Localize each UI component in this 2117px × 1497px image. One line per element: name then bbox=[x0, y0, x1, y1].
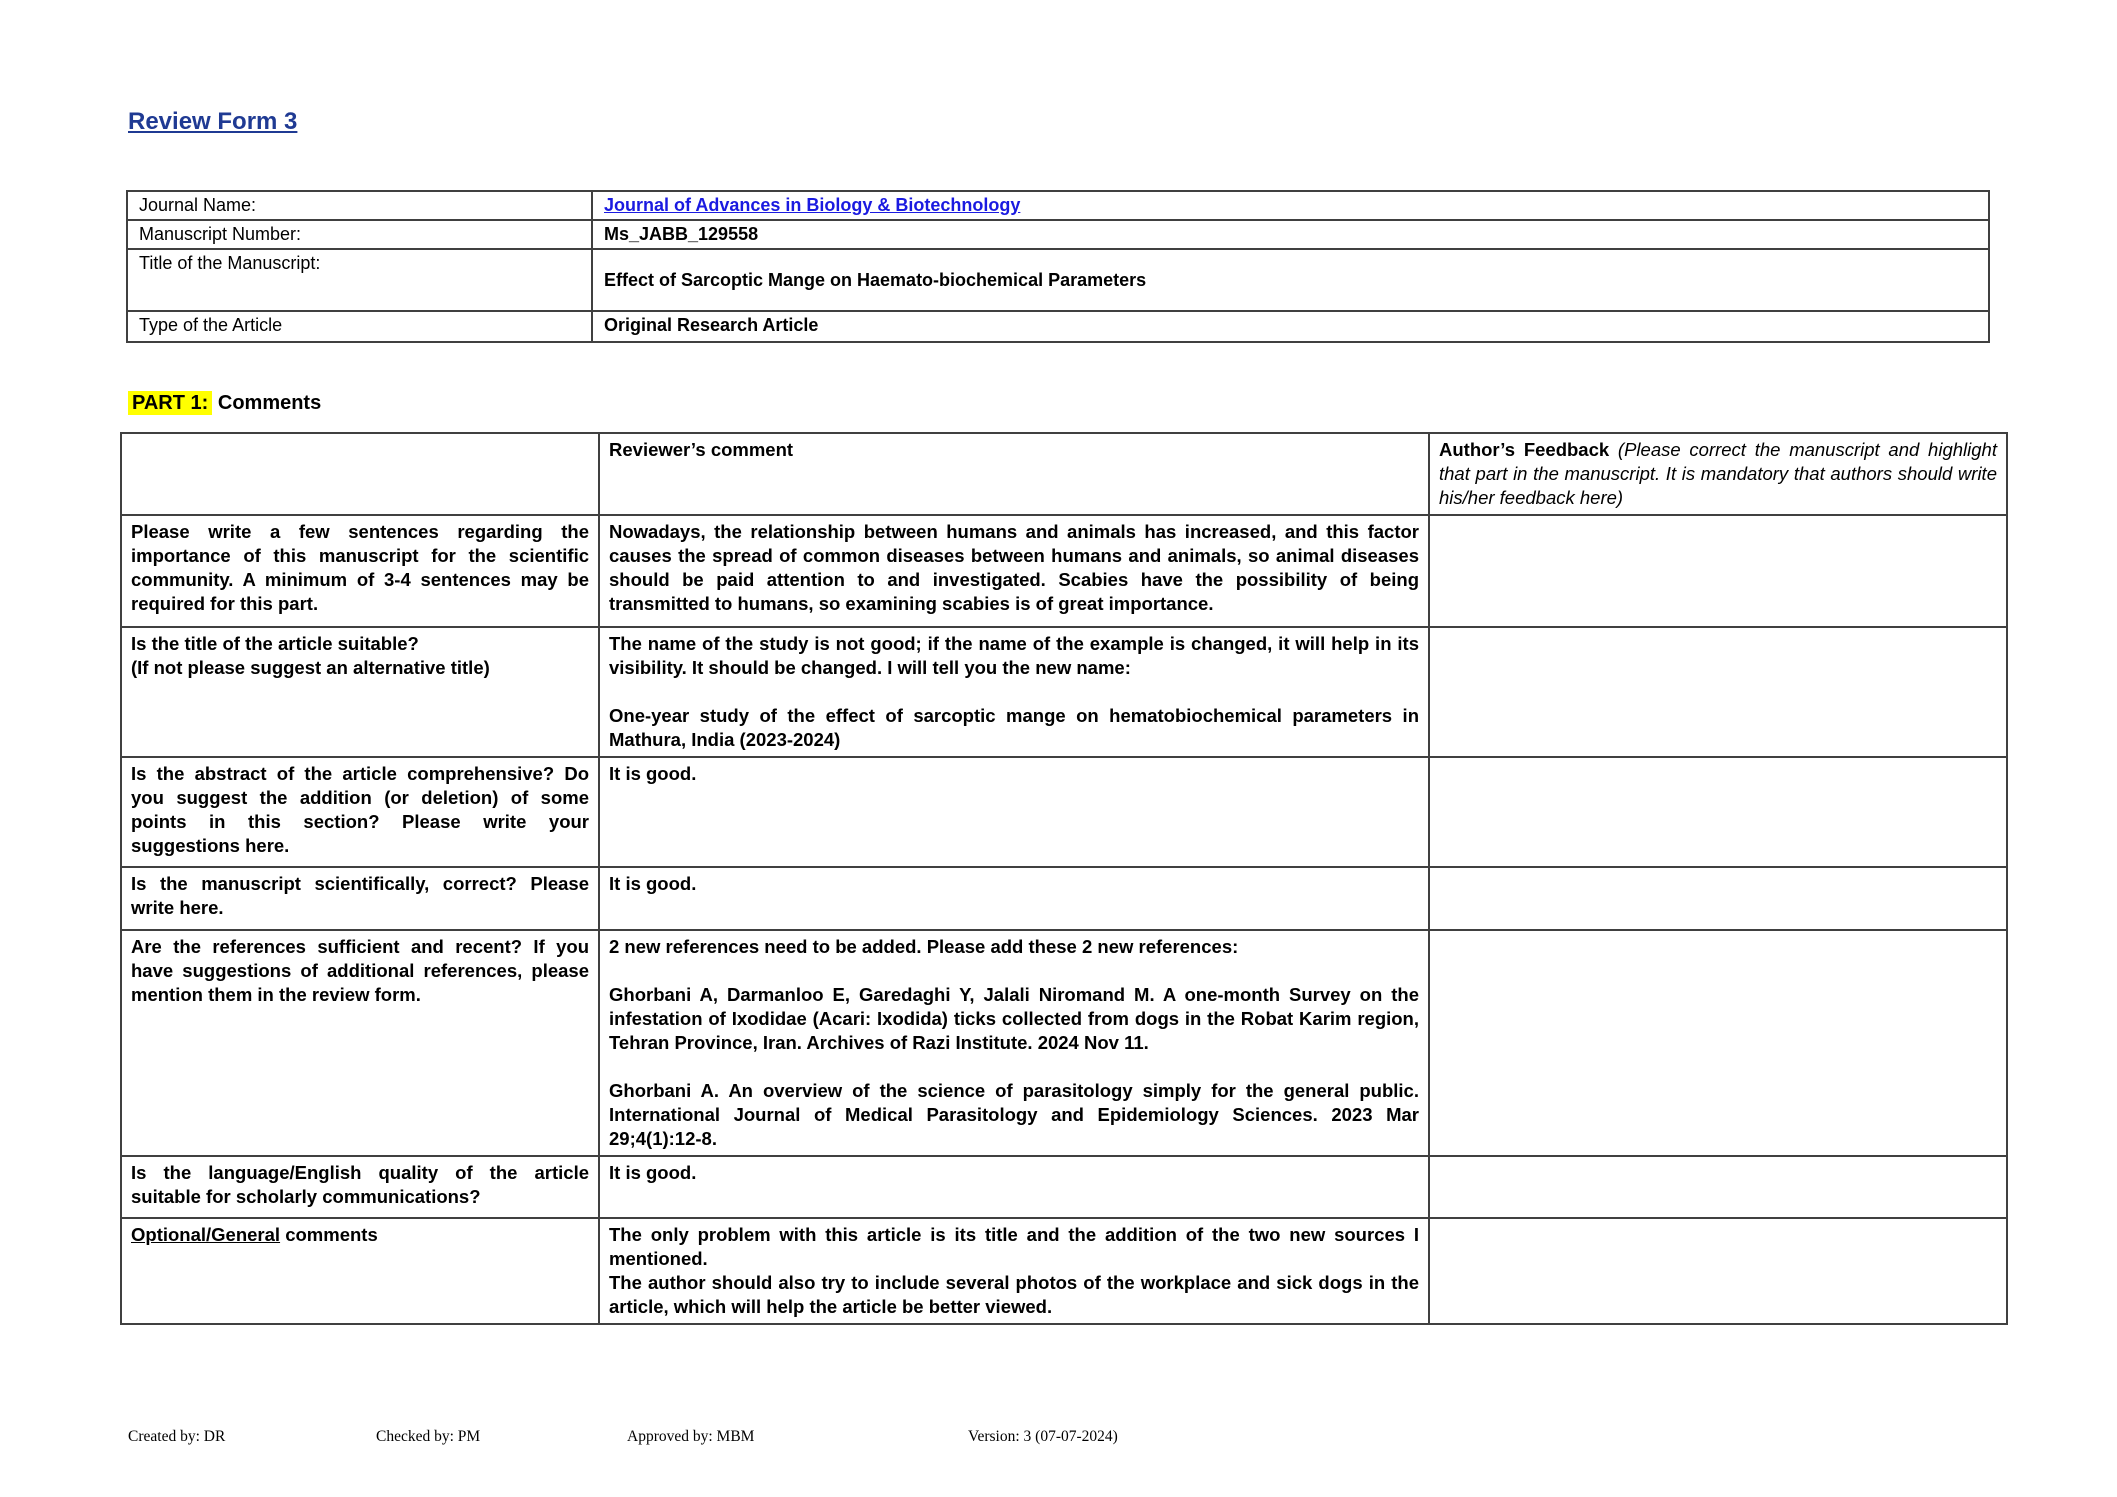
comment-importance bbox=[599, 515, 1429, 627]
article-type-value: Original Research Article bbox=[592, 311, 1989, 342]
author-feedback-header-note: (Please correct the manuscript and highlight that part in the manuscript. It is mandatory that authors should write his/her feedback here) bbox=[1439, 439, 1997, 508]
part1-badge: PART 1: bbox=[128, 391, 212, 415]
optional-label-underlined: Optional/General bbox=[131, 1224, 281, 1245]
question-language: Is the language/English quality of the article suitable for scholarly communications? bbox=[121, 1156, 599, 1218]
comment-paragraph: 2 new references need to be added. Please add these 2 new references: bbox=[609, 936, 1239, 957]
feedback-title-suitable bbox=[1429, 627, 2007, 757]
header-empty-cell bbox=[121, 433, 599, 515]
optional-label-rest: comments bbox=[280, 1224, 378, 1245]
comment-paragraph: It is good. bbox=[609, 763, 697, 784]
comment-paragraph: The author should also try to include several photos of the workplace and sick dogs in the article, which will help the article be better viewed. bbox=[609, 1272, 1419, 1317]
page-title: Review Form 3 bbox=[128, 108, 298, 135]
feedback-language bbox=[1429, 1156, 2007, 1218]
feedback-importance bbox=[1429, 515, 2007, 627]
manuscript-number-row bbox=[127, 220, 1989, 249]
row-scientific bbox=[121, 867, 2007, 930]
row-references bbox=[121, 930, 2007, 1156]
comment-abstract bbox=[599, 757, 1429, 867]
footer-created-by: Created by: DR bbox=[128, 1428, 226, 1445]
feedback-scientific bbox=[1429, 867, 2007, 930]
feedback-abstract bbox=[1429, 757, 2007, 867]
comment-paragraph: Ghorbani A. An overview of the science of parasitology simply for the general public. International Journal of Medical Parasitology and Epidemiology Sciences. 2023 Mar 29;4(1):12-8. bbox=[609, 1080, 1419, 1149]
manuscript-title-row bbox=[127, 249, 1989, 311]
comment-paragraph: One-year study of the effect of sarcoptic mange on hematobiochemical parameters in Mathura, India (2023-2024) bbox=[609, 705, 1419, 750]
row-optional bbox=[121, 1218, 2007, 1324]
feedback-optional bbox=[1429, 1218, 2007, 1324]
row-importance bbox=[121, 515, 2007, 627]
comment-paragraph: It is good. bbox=[609, 873, 697, 894]
question-line: (If not please suggest an alternative title) bbox=[131, 657, 490, 678]
feedback-references bbox=[1429, 930, 2007, 1156]
question-title-suitable bbox=[121, 627, 599, 757]
author-feedback-header-bold: Author’s Feedback bbox=[1439, 439, 1618, 460]
footer-version: Version: 3 (07-07-2024) bbox=[968, 1428, 1118, 1445]
row-language bbox=[121, 1156, 2007, 1218]
comment-paragraph: The name of the study is not good; if the name of the example is changed, it will help in its visibility. It should be changed. I will tell you the new name: bbox=[609, 633, 1419, 678]
comments-header-row bbox=[121, 433, 2007, 515]
comments-table bbox=[120, 432, 2008, 1325]
question-optional bbox=[121, 1218, 599, 1324]
reviewer-comment-header: Reviewer’s comment bbox=[599, 433, 1429, 515]
article-type-label: Type of the Article bbox=[127, 311, 592, 342]
manuscript-title-label: Title of the Manuscript: bbox=[127, 249, 592, 311]
journal-link[interactable]: Journal of Advances in Biology & Biotechnology bbox=[604, 195, 1021, 215]
footer-checked-by: Checked by: PM bbox=[376, 1428, 481, 1445]
footer-approved-by: Approved by: MBM bbox=[627, 1428, 755, 1445]
comment-optional bbox=[599, 1218, 1429, 1324]
comment-scientific bbox=[599, 867, 1429, 930]
manuscript-title-value: Effect of Sarcoptic Mange on Haemato-biochemical Parameters bbox=[592, 249, 1989, 311]
author-feedback-header bbox=[1429, 433, 2007, 515]
comment-paragraph: It is good. bbox=[609, 1162, 697, 1183]
question-references: Are the references sufficient and recent? If you have suggestions of additional references, please mention them in the review form. bbox=[121, 930, 599, 1156]
part1-heading bbox=[128, 392, 321, 415]
question-scientific: Is the manuscript scientifically, correct? Please write here. bbox=[121, 867, 599, 930]
part1-title: Comments bbox=[212, 392, 322, 414]
comment-paragraph: Ghorbani A, Darmanloo E, Garedaghi Y, Jalali Niromand M. A one-month Survey on the infestation of Ixodidae (Acari: Ixodida) ticks collected from dogs in the Robat Karim region, Tehran Province, Iran. Archives of Razi Institute. 2024 Nov 11. bbox=[609, 984, 1419, 1053]
journal-name-label: Journal Name: bbox=[127, 191, 592, 220]
journal-info-table bbox=[126, 190, 1990, 343]
manuscript-number-value: Ms_JABB_129558 bbox=[592, 220, 1989, 249]
journal-name-cell bbox=[592, 191, 1989, 220]
question-abstract: Is the abstract of the article comprehensive? Do you suggest the addition (or deletion) of some points in this section? Please write your suggestions here. bbox=[121, 757, 599, 867]
comment-title-suitable bbox=[599, 627, 1429, 757]
question-importance: Please write a few sentences regarding the importance of this manuscript for the scientific community. A minimum of 3-4 sentences may be required for this part. bbox=[121, 515, 599, 627]
journal-name-row bbox=[127, 191, 1989, 220]
row-abstract bbox=[121, 757, 2007, 867]
comment-paragraph: The only problem with this article is its title and the addition of the two new sources I mentioned. bbox=[609, 1224, 1419, 1269]
manuscript-number-label: Manuscript Number: bbox=[127, 220, 592, 249]
comment-paragraph: Nowadays, the relationship between humans and animals has increased, and this factor causes the spread of common diseases between humans and animals, so animal diseases should be paid attention to and investigated. Scabies have the possibility of being transmitted to humans, so examining scabies is of great importance. bbox=[609, 521, 1419, 614]
comment-references bbox=[599, 930, 1429, 1156]
comment-language bbox=[599, 1156, 1429, 1218]
article-type-row bbox=[127, 311, 1989, 342]
question-line: Is the title of the article suitable? bbox=[131, 633, 419, 654]
row-title-suitable bbox=[121, 627, 2007, 757]
